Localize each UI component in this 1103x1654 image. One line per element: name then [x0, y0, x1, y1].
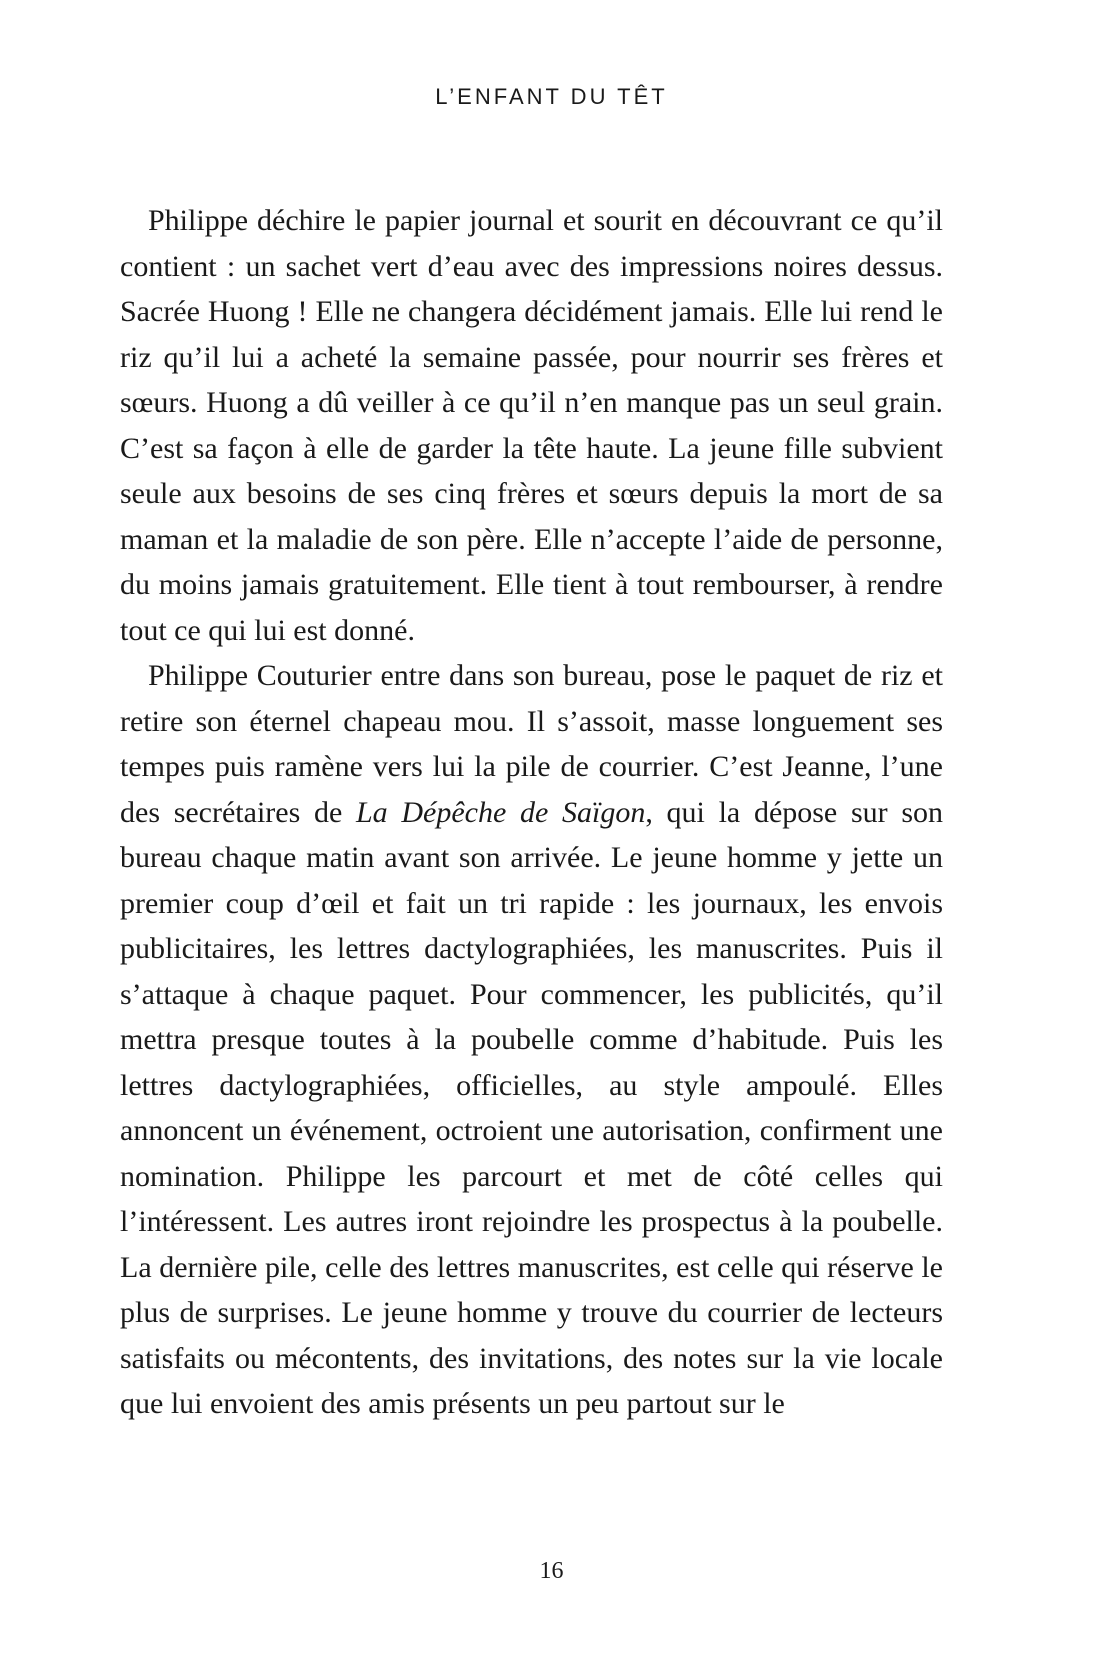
page-number: 16 — [539, 1558, 564, 1584]
paragraph-2 — [120, 653, 943, 1427]
body-text — [120, 198, 943, 1427]
running-head: L’ENFANT DU TÊT — [435, 84, 668, 109]
paragraph-2-part-2: , qui la dépose sur son bureau chaque matin avant son arrivée. Le jeune homme y jette un premier coup d’œil et fait un tri rapide : les journaux, les envois publicitaires, les lettres dactylographiées, les manuscrites. Puis il s’attaque à chaque paquet. Pour commencer, les publicités, qu’il mettra presque toutes à la poubelle comme d’habitude. Puis les lettres dactylographiées, officielles, au style ampoulé. Elles annoncent un événement, octroient une autorisation, confirment une nomination. Philippe les parcourt et met de côté celles qui l’intéressent. Les autres iront rejoindre les prospectus à la poubelle. La dernière pile, celle des lettres manuscrites, est celle qui réserve le plus de surprises. Le jeune homme y trouve du courrier de lecteurs satisfaits ou mécontents, des invitations, des notes sur la vie locale que lui envoient des amis présents un peu partout sur le — [120, 795, 943, 1420]
paragraph-1: Philippe déchire le papier journal et sourit en découvrant ce qu’il contient : un sachet vert d’eau avec des impressions noires dessus. Sacrée Huong ! Elle ne changera décidément jamais. Elle lui rend le riz qu’il lui a acheté la semaine passée, pour nourrir ses frères et sœurs. Huong a dû veiller à ce qu’il n’en manque pas un seul grain. C’est sa façon à elle de garder la tête haute. La jeune fille subvient seule aux besoins de ses cinq frères et sœurs depuis la mort de sa maman et la maladie de son père. Elle n’accepte l’aide de personne, du moins jamais gratuitement. Elle tient à tout rembourser, à rendre tout ce qui lui est donné. — [120, 204, 943, 647]
paragraph-2-part-1: Philippe Couturier entre dans son bureau, pose le paquet de riz et retire son éternel chapeau mou. Il s’assoit, masse longuement ses tempes puis ramène vers lui la pile de courrier. C’est Jeanne, l’une des secrétaires de — [120, 659, 943, 829]
newspaper-title: La Dépêche de Saïgon — [355, 795, 646, 829]
